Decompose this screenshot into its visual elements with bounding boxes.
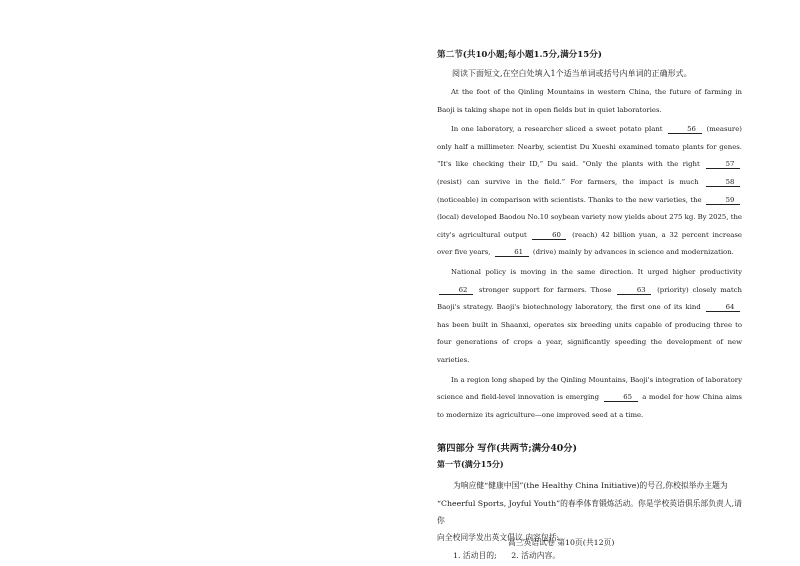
passage-text: (priority) closely match Baoji's strategy. Baoji's biotechnology laboratory, the first one of its kind (437, 285, 742, 312)
passage-text: (noticeable) in comparison with scientists. Thanks to the new varieties, the (437, 195, 702, 204)
writing-task-line: “Cheerful Sports, Joyful Youth”的春季体育锻炼活动。你是学校英语俱乐部负责人,请你 (437, 499, 742, 526)
section-heading: 第二节(共10小题;每小题1.5分,满分15分) (437, 50, 602, 60)
blank-62[interactable]: 62 (439, 286, 473, 295)
passage-text: a model for how China aims to modernize its agriculture—one improved seed at a time. (437, 393, 742, 419)
passage-text: At the foot of the Qinling Mountains in western China, the future of farming in Baoji is taking shape not in open fields but in quiet laboratories. (437, 88, 742, 114)
blank-63[interactable]: 63 (617, 286, 651, 295)
writing-task-line: 为响应健“健康中国”(the Healthy China Initiative)的号召,你校拟举办主题为 (453, 481, 728, 491)
content-item-1: 1. 活动目的; (453, 551, 497, 561)
writing-task-line: 向全校同学发出英文倡议,内容包括: (437, 533, 560, 543)
passage-text: (drive) mainly by advances in science and modernization. (532, 248, 734, 257)
blank-65[interactable]: 65 (604, 393, 638, 402)
section-instruction: 阅读下面短文,在空白处填入1个适当单词或括号内单词的正确形式。 (452, 69, 692, 78)
passage-text: stronger support for farmers. Those (478, 285, 612, 294)
passage-paragraph-3 (437, 264, 742, 370)
passage-paragraph-1 (437, 84, 742, 119)
passage-text: (reach) 42 billion yuan, a 32 percent increase over five years, (437, 230, 742, 257)
blank-58[interactable]: 58 (706, 178, 740, 187)
blank-57[interactable]: 57 (706, 160, 740, 169)
passage-text: (measure) only half a millimeter. Nearby, scientist Du Xueshi examined tomato plants for genes. “It's like checking their ID,” Du said. “Only the plants with the right (437, 125, 742, 169)
writing-section-heading: 第一节(满分15分) (437, 459, 504, 470)
passage-paragraph-2 (437, 121, 742, 262)
page-footer: 高三英语试卷 第10页(共12页) (508, 538, 615, 547)
writing-content-items (453, 548, 742, 564)
blank-64[interactable]: 64 (706, 303, 740, 312)
passage-text: has been built in Shaanxi, operates six breeding units capable of producing three to four generations of crops a year, significantly speeding the development of new varieties. (437, 320, 742, 364)
passage-text: National policy is moving in the same direction. It urged higher productivity (451, 267, 742, 276)
passage-text: In a region long shaped by the Qinling Mountains, Baoji's integration of laboratory science and field-level innovation is emerging (437, 375, 742, 402)
blank-56[interactable]: 56 (668, 125, 702, 134)
passage-text: (resist) can survive in the field.” For farmers, the impact is much (437, 177, 699, 186)
page-content (437, 49, 742, 564)
content-item-2: 2. 活动内容。 (511, 551, 561, 561)
passage-text: In one laboratory, a researcher sliced a sweet potato plant (451, 125, 663, 134)
blank-59[interactable]: 59 (706, 196, 740, 205)
passage-paragraph-4 (437, 372, 742, 425)
blank-60[interactable]: 60 (532, 231, 566, 240)
passage-text: (local) developed Baodou No.10 soybean variety now yields about 275 kg. By 2025, the city's agricultural output (437, 213, 742, 239)
blank-61[interactable]: 61 (495, 248, 529, 257)
part-four-heading: 第四部分 写作(共两节;满分40分) (437, 443, 577, 455)
